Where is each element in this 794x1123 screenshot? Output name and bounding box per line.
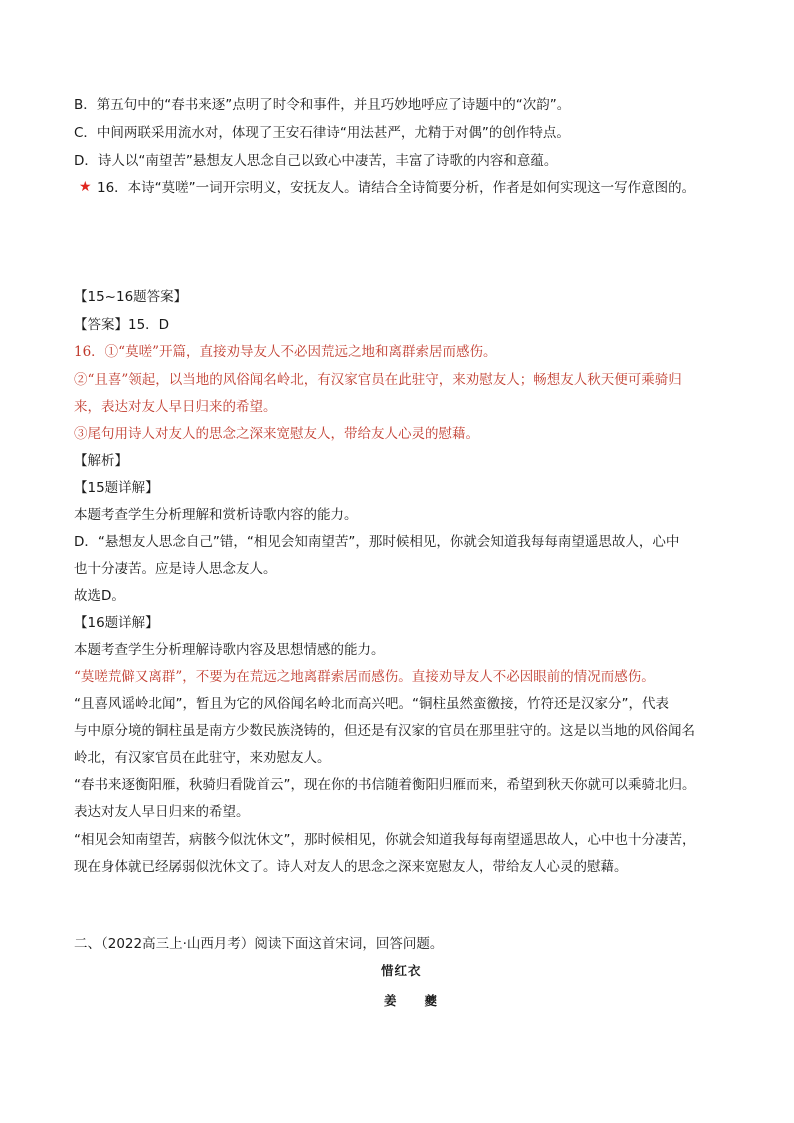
option-d: D．诗人以“南望苦”悬想友人思念自己以致心中凄苦，丰富了诗歌的内容和意蕴。 — [74, 153, 558, 169]
poem-title: 惜红衣 — [381, 963, 422, 978]
option-c: C．中间两联采用流水对，体现了王安石律诗“用法甚严，尤精于对偶”的创作特点。 — [74, 125, 570, 141]
q15-detail-header: 【15题详解】 — [74, 480, 159, 496]
q15-detail-line: D．“悬想友人思念自己”错，“相见会知南望苦”，那时候相见，你就会知道我每每南望遥思故人，心中 — [74, 534, 680, 550]
q16-detail-line: 岭北，有汉家官员在此驻守，来劝慰友人。 — [74, 750, 331, 766]
q15-detail-line: 故选D。 — [74, 588, 125, 604]
answer-16-point-1: 16．①“莫嗟”开篇，直接劝导友人不必因荒远之地和离群索居而感伤。 — [74, 344, 497, 360]
section-2-intro: 二、（2022高三上·山西月考）阅读下面这首宋词，回答问题。 — [74, 936, 444, 952]
q16-detail-line: 现在身体就已经孱弱似沈休文了。诗人对友人的思念之深来宽慰友人，带给友人心灵的慰藉。 — [74, 859, 628, 875]
analysis-header: 【解析】 — [74, 453, 128, 469]
option-b: B．第五句中的“春书来逐”点明了时令和事件，并且巧妙地呼应了诗题中的“次韵”。 — [74, 97, 571, 113]
answer-header: 【15~16题答案】 — [74, 289, 188, 305]
q16-detail-line: “莫嗟荒僻又离群”，不要为在荒远之地离群索居而感伤。直接劝导友人不必因眼前的情况而感伤。 — [74, 669, 655, 685]
q16-detail-line: “且喜风谣岭北闻”，暂且为它的风俗闻名岭北而高兴吧。“铜柱虽然蛮徼接，竹符还是汉家分”，代表 — [74, 696, 669, 712]
q16-detail-line: “相见会知南望苦，病骸今似沈休文”，那时候相见，你就会知道我每每南望遥思故人，心中也十分凄苦， — [74, 832, 696, 848]
star-icon: ★ — [79, 179, 92, 195]
answer-16-point-2b: 来，表达对友人早日归来的希望。 — [74, 399, 277, 415]
question-16: 16．本诗“莫嗟”一词开宗明义，安抚友人。请结合全诗简要分析，作者是如何实现这一写作意图的。 — [97, 180, 696, 196]
q16-detail-line: 本题考查学生分析理解诗歌内容及思想情感的能力。 — [74, 642, 385, 658]
q16-detail-line: “春书来逐衡阳雁，秋骑归看陇首云”，现在你的书信随着衡阳归雁而来，希望到秋天你就可以乘骑北归。 — [74, 777, 696, 793]
q16-detail-header: 【16题详解】 — [74, 615, 159, 631]
answer-16-point-2a: ②“且喜”领起，以当地的风俗闻名岭北，有汉家官员在此驻守，来劝慰友人；畅想友人秋天便可乘骑归 — [74, 372, 682, 388]
q16-detail-line: 与中原分境的铜柱虽是南方少数民族浇铸的，但还是有汉家的官员在那里驻守的。这是以当地的风俗闻名 — [74, 723, 695, 739]
q15-detail-line: 也十分凄苦。应是诗人思念友人。 — [74, 561, 277, 577]
answer-label: 【答案】15．D — [74, 317, 170, 333]
poem-author: 姜 夔 — [384, 993, 439, 1008]
q16-detail-line: 表达对友人早日归来的希望。 — [74, 804, 250, 820]
answer-16-point-3: ③尾句用诗人对友人的思念之深来宽慰友人，带给友人心灵的慰藉。 — [74, 426, 479, 442]
q15-detail-line: 本题考查学生分析理解和赏析诗歌内容的能力。 — [74, 507, 358, 523]
